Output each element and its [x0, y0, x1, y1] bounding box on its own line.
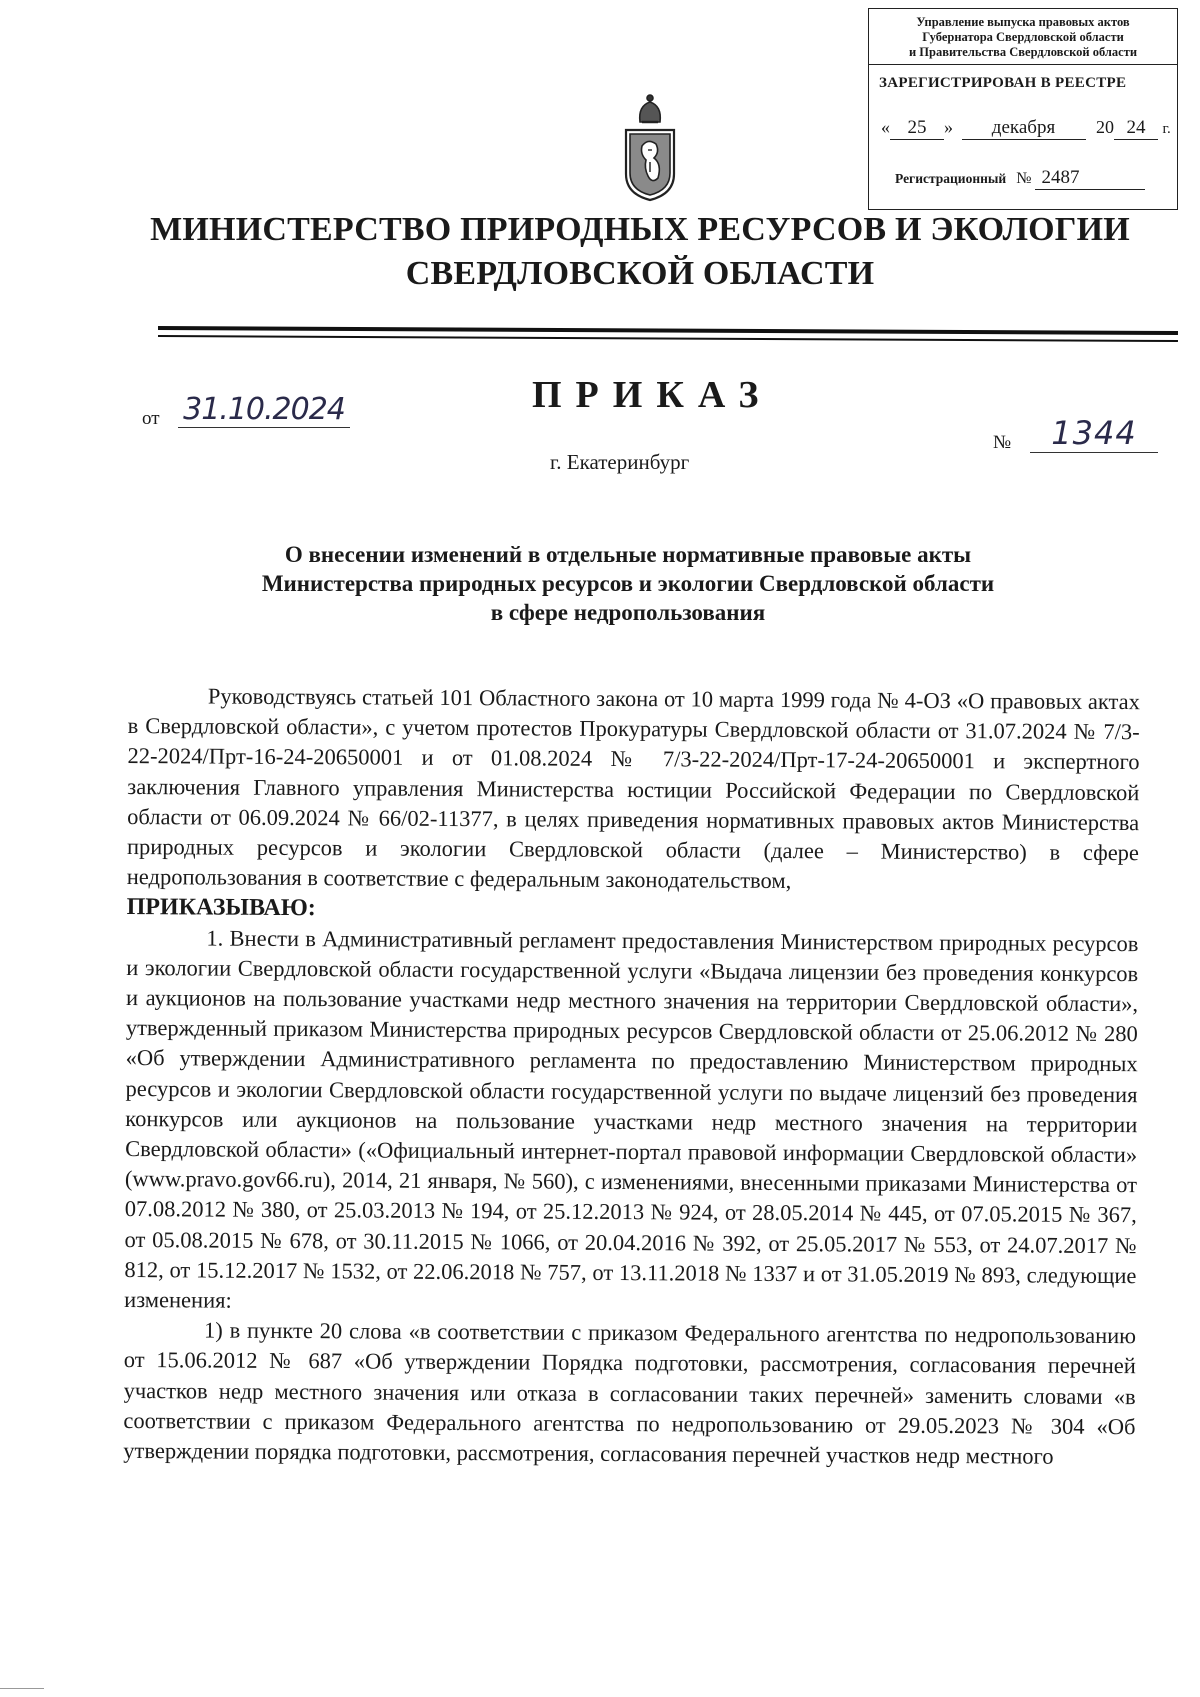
- close-quote: »: [944, 117, 953, 137]
- subitem-1-paragraph: 1) в пункте 20 слова «в соответствии с приказом Федерального агентства по недропользованию от 15.06.2012 № 687 «Об утверждении Порядка подготовки, рассмотрения, согласования перечней участков недр местного значения или отказа в согласовании таких перечней» заменить словами «в соответствии с приказом Федерального агентства по недропользованию от 29.05.2023 № 304 «Об утверждении порядка подготовки, рассмотрения, согласования перечней участков недр местного: [123, 1317, 1137, 1469]
- registry-number-label: Регистрационный: [895, 171, 1007, 186]
- document-body: [123, 681, 1140, 1472]
- number-sign: №: [1016, 170, 1032, 187]
- registry-stamp: [868, 8, 1178, 210]
- ministry-name-line: СВЕРДЛОВСКОЙ ОБЛАСТИ: [405, 255, 875, 292]
- handwritten-number: 1344: [1030, 414, 1158, 453]
- registry-stamp-header: [869, 9, 1177, 65]
- subject-line: Министерства природных ресурсов и экологии Свердловской области: [261, 571, 995, 596]
- header-rule-thick: [158, 326, 1178, 335]
- registry-year-suffix: 24: [1114, 117, 1158, 140]
- registry-number-row: [895, 167, 1145, 190]
- subject-line: О внесении изменений в отдельные нормативные правовые акты: [284, 542, 972, 567]
- subject-line: в сфере недропользования: [490, 600, 766, 625]
- ministry-name: [150, 208, 1130, 296]
- registry-month: декабря: [962, 117, 1086, 140]
- coat-of-arms-icon: [618, 92, 682, 204]
- registry-number: 2487: [1035, 167, 1145, 190]
- open-quote: «: [881, 117, 890, 137]
- order-word: ПРИКАЗЫВАЮ:: [126, 894, 316, 922]
- document-subject: [200, 540, 1056, 627]
- stamp-header-line: Управление выпуска правовых актов: [916, 15, 1130, 29]
- registry-day: 25: [890, 117, 944, 140]
- number-prefix: №: [993, 432, 1012, 453]
- header-rule-thin: [158, 335, 1178, 341]
- stamp-header-line: Губернатора Свердловской области: [922, 30, 1124, 44]
- date-prefix: от: [142, 408, 160, 429]
- registry-date: [881, 117, 1171, 140]
- scan-edge-mark: [0, 1688, 44, 1689]
- registry-title: ЗАРЕГИСТРИРОВАН В РЕЕСТРЕ: [879, 75, 1127, 91]
- handwritten-date: 31.10.2024: [178, 392, 350, 428]
- registry-year-unit: г.: [1162, 121, 1171, 137]
- ministry-name-line: МИНИСТЕРСТВО ПРИРОДНЫХ РЕСУРСОВ И ЭКОЛОГИИ: [150, 211, 1130, 248]
- document-type: ПРИКАЗ: [532, 374, 773, 416]
- registry-year-prefix: 20: [1096, 117, 1114, 137]
- preamble-paragraph: Руководствуясь статьей 101 Областного закона от 10 марта 1999 года № 4-ОЗ «О правовых актах в Свердловской области», с учетом протестов Прокуратуры Свердловской области от 31.07.2024 № 7/3-22-2024/Прт-16-24-20650001 и от 01.08.2024 № 7/3-22-2024/Прт-17-24-20650001 и экспертного заключения Главного управления Министерства юстиции Российской Федерации по Свердловской области от 06.09.2024 № 66/02-11377, в целях приведения нормативных правовых актов Министерства природных ресурсов и экологии Свердловской области (далее – Министерство) в сфере недропользования в соответствие с федеральным законодательством,: [126, 683, 1140, 894]
- city: г. Екатеринбург: [550, 450, 690, 474]
- stamp-header-line: и Правительства Свердловской области: [908, 45, 1138, 59]
- item-1-paragraph: 1. Внести в Административный регламент предоставления Министерством природных ресурсов и экологии Свердловской области государственной услуги «Выдача лицензии без проведения конкурсов и аукционов на пользование участками недр местного значения на территории Свердловской области», утвержденный приказом Министерства природных ресурсов Свердловской области от 25.06.2012 № 280 «Об утверждении Административного регламента по предоставлению Министерством природных ресурсов и экологии Свердловской области государственной услуги по выдаче лицензий без проведения конкурсов или аукционов на пользование участками недр местного значения на территории Свердловской области» («Официальный интернет-портал правовой информации Свердловской области» (www.pravo.gov66.ru), 2014, 21 января, № 560), с изменениями, внесенными приказами Министерства от 07.08.2012 № 380, от 25.03.2013 № 194, от 25.12.2013 № 924, от 28.05.2014 № 445, от 07.05.2015 № 367, от 05.08.2015 № 678, от 30.11.2015 № 1066, от 20.04.2016 № 392, от 25.05.2017 № 553, от 24.07.2017 № 812, от 15.12.2017 № 1532, от 22.06.2018 № 757, от 13.11.2018 № 1337 и от 31.05.2019 № 893, следующие изменения:: [124, 925, 1139, 1313]
